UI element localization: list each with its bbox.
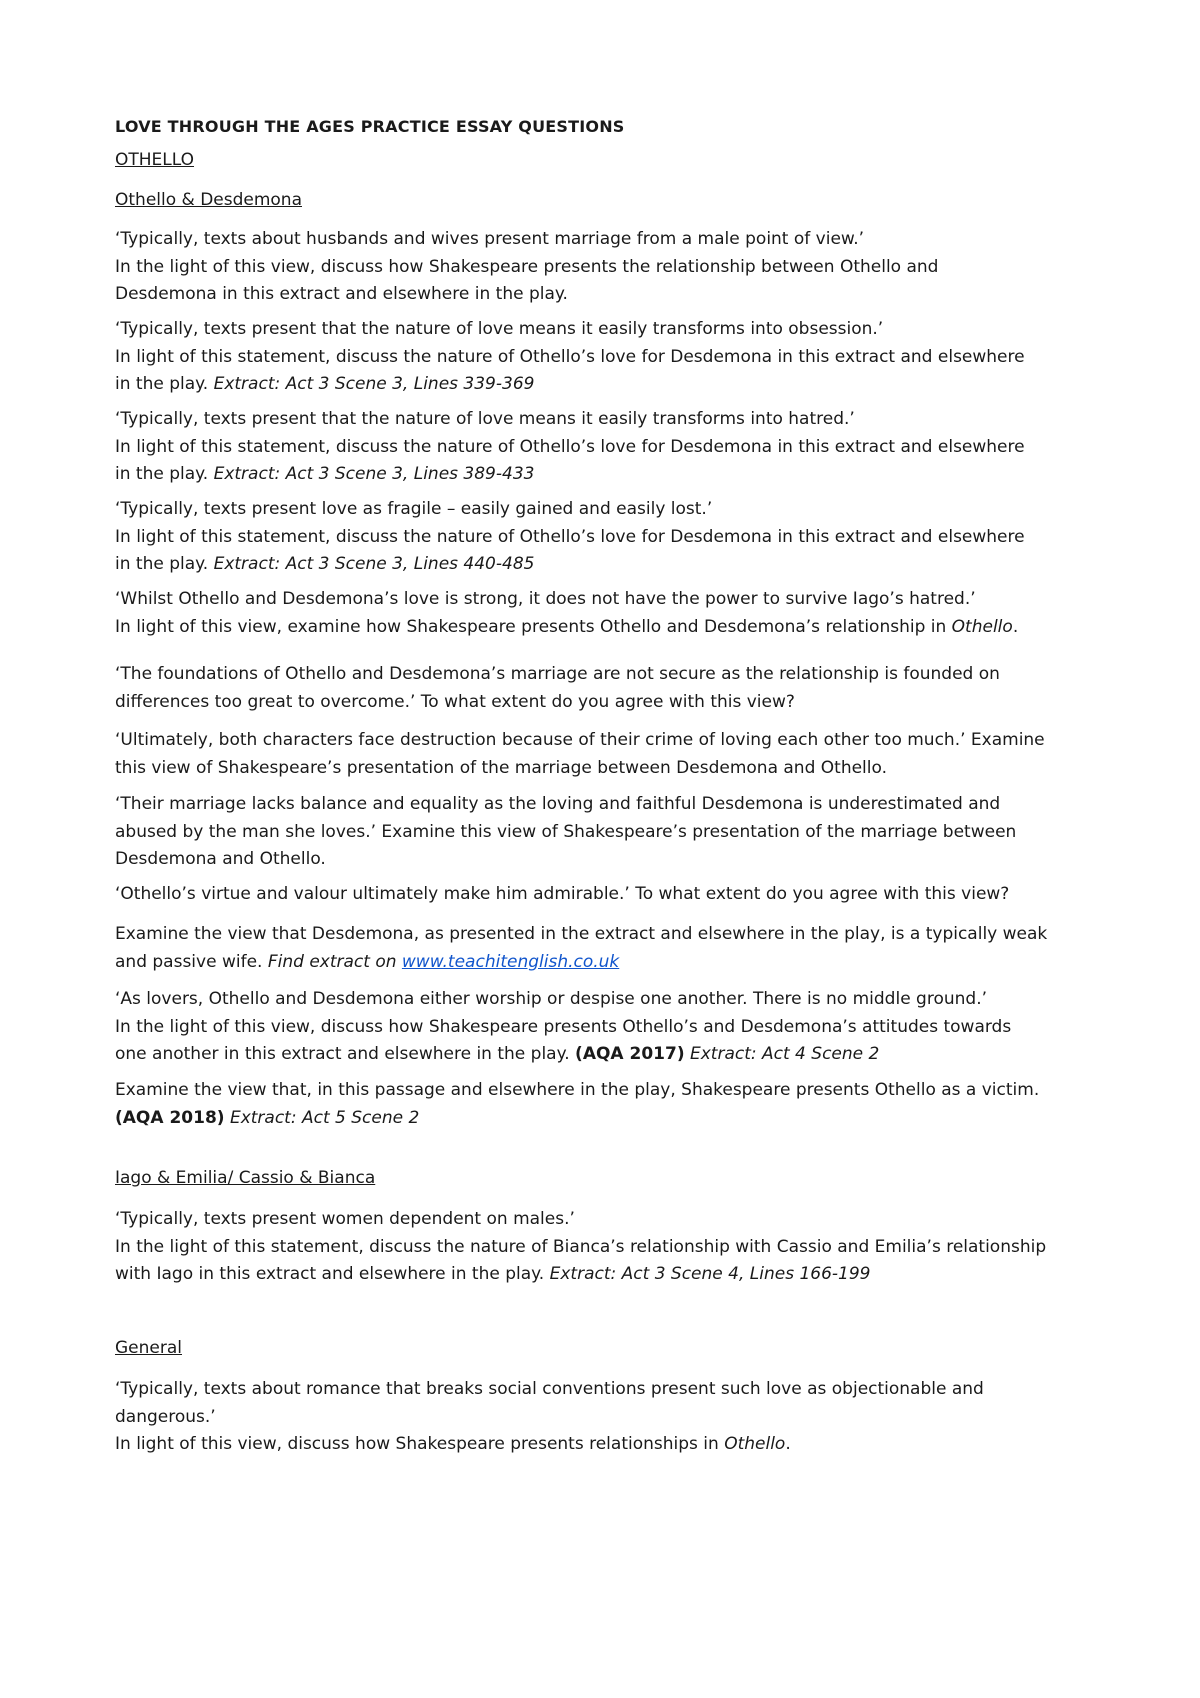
question-line: [115, 949, 1105, 977]
question-line: ‘Typically, texts present women dependent on males.’: [115, 1209, 575, 1229]
extract-reference: Extract: Act 5 Scene 2: [224, 1107, 420, 1128]
question-line: In the light of this view, discuss how Shakespeare presents Othello’s and Desdemona’s attitudes towards: [115, 1016, 1012, 1037]
question-line: Desdemona in this extract and elsewhere in the play.: [115, 284, 568, 304]
question-10: [115, 921, 1105, 976]
question-line: ‘The foundations of Othello and Desdemona’s marriage are not secure as the relationship is founded on: [115, 664, 1000, 684]
question-text: In light of this view, discuss how Shakespeare presents relationships in: [115, 1434, 725, 1454]
play-title: Othello: [951, 616, 1013, 637]
punctuation: .: [1012, 616, 1019, 637]
question-line: ‘Typically, texts present that the nature of love means it easily transforms into obsession.’: [115, 319, 884, 339]
question-text: with Iago in this extract and elsewhere in the play.: [115, 1264, 550, 1284]
question-line: ‘Othello’s virtue and valour ultimately make him admirable.’ To what extent do you agree with this view?: [115, 884, 1010, 904]
heading-othello-desdemona: Othello & Desdemona: [115, 190, 302, 210]
exam-tag: (AQA 2017): [575, 1044, 685, 1064]
question-11: [115, 986, 1105, 1069]
question-13: [115, 1206, 1105, 1289]
extract-reference: Extract: Act 4 Scene 2: [684, 1044, 880, 1064]
question-text: in the play.: [115, 374, 214, 394]
question-12: [115, 1077, 1105, 1132]
heading-iago-emilia: Iago & Emilia/ Cassio & Bianca: [115, 1168, 376, 1188]
question-line: ‘Their marriage lacks balance and equality as the loving and faithful Desdemona is underestimated and: [115, 794, 1001, 814]
question-line: In light of this statement, discuss the nature of Othello’s love for Desdemona in this extract and elsewhere: [115, 346, 1025, 367]
heading-othello: OTHELLO: [115, 150, 195, 170]
question-line: Examine the view that Desdemona, as presented in the extract and elsewhere in the play, is a typically weak: [115, 924, 1048, 944]
heading-general: General: [115, 1338, 182, 1358]
document-title: LOVE THROUGH THE AGES PRACTICE ESSAY QUESTIONS: [115, 117, 625, 136]
question-line: In light of this statement, discuss the nature of Othello’s love for Desdemona in this extract and elsewhere: [115, 526, 1025, 547]
question-9: [115, 881, 1105, 909]
extract-reference: Extract: Act 3 Scene 3, Lines 389-433: [213, 464, 535, 484]
question-line: [115, 1041, 1105, 1069]
question-line: [115, 614, 1105, 642]
question-line: [115, 371, 1105, 399]
question-text: one another in this extract and elsewhere in the play.: [115, 1044, 576, 1064]
question-6: [115, 661, 1105, 716]
question-4: [115, 496, 1105, 579]
question-text: and passive wife.: [115, 951, 268, 972]
question-line: [115, 1105, 1105, 1133]
play-title: Othello: [724, 1434, 786, 1454]
question-line: ‘Whilst Othello and Desdemona’s love is strong, it does not have the power to survive Iago’s hatred.’: [115, 589, 976, 609]
question-line: In the light of this view, discuss how Shakespeare presents the relationship between Othello and: [115, 256, 939, 277]
question-text: In light of this view, examine how Shakespeare presents Othello and Desdemona’s relationship in: [115, 616, 952, 637]
question-line: In the light of this statement, discuss the nature of Bianca’s relationship with Cassio and Emilia’s relationship: [115, 1236, 1047, 1257]
question-line: abused by the man she loves.’ Examine this view of Shakespeare’s presentation of the marriage between: [115, 821, 1017, 842]
question-line: [115, 1431, 1105, 1459]
question-text: in the play.: [115, 464, 214, 484]
question-line: ‘Typically, texts about romance that breaks social conventions present such love as objectionable and: [115, 1379, 984, 1399]
question-text: in the play.: [115, 554, 214, 574]
extract-reference: Extract: Act 3 Scene 4, Lines 166-199: [549, 1264, 871, 1284]
question-line: Desdemona and Othello.: [115, 849, 326, 869]
question-line: differences too great to overcome.’ To what extent do you agree with this view?: [115, 691, 795, 712]
question-line: ‘Typically, texts present that the nature of love means it easily transforms into hatred.’: [115, 409, 855, 429]
question-14: [115, 1376, 1105, 1459]
extract-reference: Extract: Act 3 Scene 3, Lines 339-369: [213, 374, 535, 394]
question-line: ‘As lovers, Othello and Desdemona either worship or despise one another. There is no middle ground.’: [115, 989, 988, 1009]
exam-tag: (AQA 2018): [115, 1107, 225, 1128]
extract-reference: Extract: Act 3 Scene 3, Lines 440-485: [213, 554, 535, 574]
question-line: Examine the view that, in this passage and elsewhere in the play, Shakespeare presents Othello as a victim.: [115, 1080, 1040, 1100]
question-line: ‘Typically, texts about husbands and wives present marriage from a male point of view.’: [115, 229, 865, 249]
question-8: [115, 791, 1105, 874]
question-line: [115, 1261, 1105, 1289]
question-line: ‘Typically, texts present love as fragile – easily gained and easily lost.’: [115, 499, 713, 519]
question-5: [115, 586, 1105, 641]
question-line: In light of this statement, discuss the nature of Othello’s love for Desdemona in this extract and elsewhere: [115, 436, 1025, 457]
question-line: ‘Ultimately, both characters face destruction because of their crime of loving each other too much.’ Examine: [115, 730, 1045, 750]
question-7: [115, 727, 1105, 782]
question-3: [115, 406, 1105, 489]
teachit-link[interactable]: www.teachitenglish.co.uk: [401, 951, 620, 972]
question-1: [115, 226, 1105, 309]
punctuation: .: [785, 1434, 791, 1454]
question-line: this view of Shakespeare’s presentation of the marriage between Desdemona and Othello.: [115, 757, 888, 778]
extract-reference: Find extract on: [267, 951, 402, 972]
question-line: [115, 461, 1105, 489]
question-line: [115, 551, 1105, 579]
question-2: [115, 316, 1105, 399]
question-line: dangerous.’: [115, 1406, 216, 1427]
